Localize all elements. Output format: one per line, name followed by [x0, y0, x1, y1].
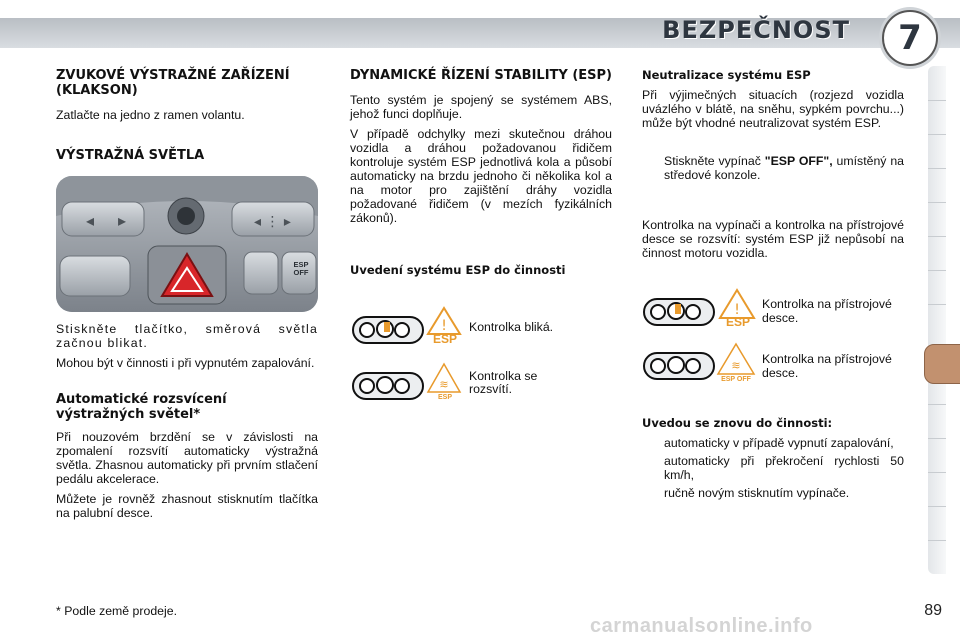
- reactivation-bullet-text: automaticky v případě vypnutí zapalování,: [664, 436, 894, 450]
- esp-reactivation-heading: Uvedou se znovu do činnosti:: [642, 416, 833, 430]
- esp-warning-symbol-label: ESP: [725, 315, 750, 329]
- reactivation-bullet: [642, 486, 904, 500]
- column-horn-hazard: [56, 68, 318, 163]
- chapter-tab-strip: [928, 66, 946, 574]
- lamp-lit-caption: Kontrolka se rozsvítí.: [469, 369, 538, 396]
- page-number: 89: [924, 602, 942, 619]
- chapter-tab-divider: [928, 404, 946, 405]
- svg-text:!: !: [441, 318, 447, 334]
- lamp-dashboard-caption: Kontrolka na přístrojové desce.: [762, 352, 892, 380]
- reactivation-bullet: [642, 436, 904, 450]
- svg-text:≋: ≋: [731, 359, 741, 372]
- esp-activation-heading: Uvedení systému ESP do činnosti: [350, 263, 566, 277]
- esp-off-lamp-text: Kontrolka na vypínači a kontrolka na přístrojové desce se rozsvítí: systém ESP již nepůsobí na činnost motoru vozidla.: [642, 218, 904, 260]
- press-suffix: umístěný na středové konzole.: [664, 154, 905, 182]
- svg-text:◂: ◂: [86, 211, 95, 230]
- instrument-panel-icon: [643, 298, 715, 326]
- esp-heading: DYNAMICKÉ ŘÍZENÍ STABILITY (ESP): [350, 68, 612, 83]
- chapter-number: 7: [882, 10, 938, 66]
- esp-off-button-label: ESP OFF: [293, 260, 309, 277]
- auto-hazard-text-2: Můžete je rovněž zhasnout stisknutím tlačítka na palubní desce.: [56, 492, 318, 520]
- column-esp-off: [642, 68, 904, 260]
- lamp-dashboard-caption: Kontrolka na přístrojové desce.: [762, 297, 892, 325]
- hazard-text-2: Mohou být v činnosti i při vypnutém zapalování.: [56, 356, 315, 370]
- hazard-description: [56, 322, 318, 520]
- chapter-tab-divider: [928, 168, 946, 169]
- chapter-tab-divider: [928, 304, 946, 305]
- press-prefix: Stiskněte vypínač: [664, 154, 765, 168]
- esp-off-switch-name: "ESP OFF",: [764, 154, 833, 168]
- svg-text:≋: ≋: [439, 378, 449, 391]
- horn-heading: ZVUKOVÉ VÝSTRAŽNÉ ZAŘÍZENÍ (KLAKSON): [56, 68, 290, 98]
- hazard-switch-illustration: [56, 176, 318, 312]
- esp-neutral-heading: Neutralizace systému ESP: [642, 68, 811, 82]
- hazard-heading: VÝSTRAŽNÁ SVĚTLA: [56, 148, 205, 163]
- esp-warning-icon: [718, 288, 756, 330]
- chapter-tab-active[interactable]: [924, 344, 960, 384]
- reactivation-bullet-text: automaticky při překročení rychlosti 50 km/h,: [664, 454, 904, 482]
- esp-warning-symbol-label: ESP: [432, 332, 457, 346]
- column-esp: [350, 68, 612, 277]
- esp-off-symbol-label: ESP OFF: [721, 376, 751, 383]
- esp-text-1: Tento systém je spojený se systémem ABS, jehož funci doplňuje.: [350, 93, 612, 121]
- esp-off-icon: [714, 342, 758, 388]
- svg-text:!: !: [734, 302, 740, 318]
- chapter-tab-divider: [928, 202, 946, 203]
- esp-warning-icon: [426, 306, 462, 346]
- chapter-tab-divider: [928, 134, 946, 135]
- reactivation-bullet-text: ručně novým stisknutím vypínače.: [664, 486, 850, 500]
- instrument-panel-icon: [643, 352, 715, 380]
- chapter-tab-divider: [928, 540, 946, 541]
- esp-skid-symbol-label: ESP: [437, 394, 452, 401]
- esp-text-2: V případě odchylky mezi skutečnou dráhou vozidla a dráhou požadovanou řidičem kontroluje systém ESP jednotlivá kola a působí automaticky na brzdu jednoho či několika kol a na motor pro zajištění dráhy vozidla požadované řidičem (v mezích fyzikálních zákonů).: [350, 127, 612, 225]
- chapter-tab-divider: [928, 472, 946, 473]
- footnote: * Podle země prodeje.: [56, 604, 177, 618]
- horn-text: Zatlačte na jedno z ramen volantu.: [56, 108, 245, 122]
- svg-text:◂ ⋮ ▸: ◂ ⋮ ▸: [254, 214, 291, 230]
- lamp-flashing-caption: Kontrolka bliká.: [469, 320, 554, 334]
- chapter-tab-divider: [928, 438, 946, 439]
- esp-skid-icon: [426, 362, 462, 406]
- chapter-tab-divider: [928, 100, 946, 101]
- press-switch-bullet: [642, 154, 904, 182]
- svg-text:▸: ▸: [118, 211, 127, 230]
- hazard-text-1: Stiskněte tlačítko, směrová světla začnou blikat.: [56, 322, 318, 350]
- instrument-panel-icon: [352, 316, 424, 344]
- reactivation-bullet: [642, 454, 904, 482]
- auto-hazard-text-1: Při nouzovém brzdění se v závislosti na zpomalení rozsvítí automaticky výstražná světla. Zhasnou automaticky při prvním stlačení pedálu akcelerace.: [56, 430, 318, 486]
- hazard-switch-photo: [56, 176, 318, 312]
- chapter-tab-divider: [928, 506, 946, 507]
- chapter-tab-divider: [928, 270, 946, 271]
- watermark: carmanualsonline.info: [590, 615, 813, 637]
- esp-neutral-text: Při výjimečných situacích (rozjezd vozidla uvázlého v blátě, na sněhu, sypkém povrchu...) může být vhodné neutralizovat systém ESP.: [642, 88, 904, 130]
- esp-reactivation: [642, 416, 904, 500]
- chapter-tab-divider: [928, 236, 946, 237]
- section-title: BEZPEČNOST: [662, 16, 850, 44]
- auto-hazard-heading: Automatické rozsvícení výstražných světel*: [56, 392, 227, 422]
- instrument-panel-icon: [352, 372, 424, 400]
